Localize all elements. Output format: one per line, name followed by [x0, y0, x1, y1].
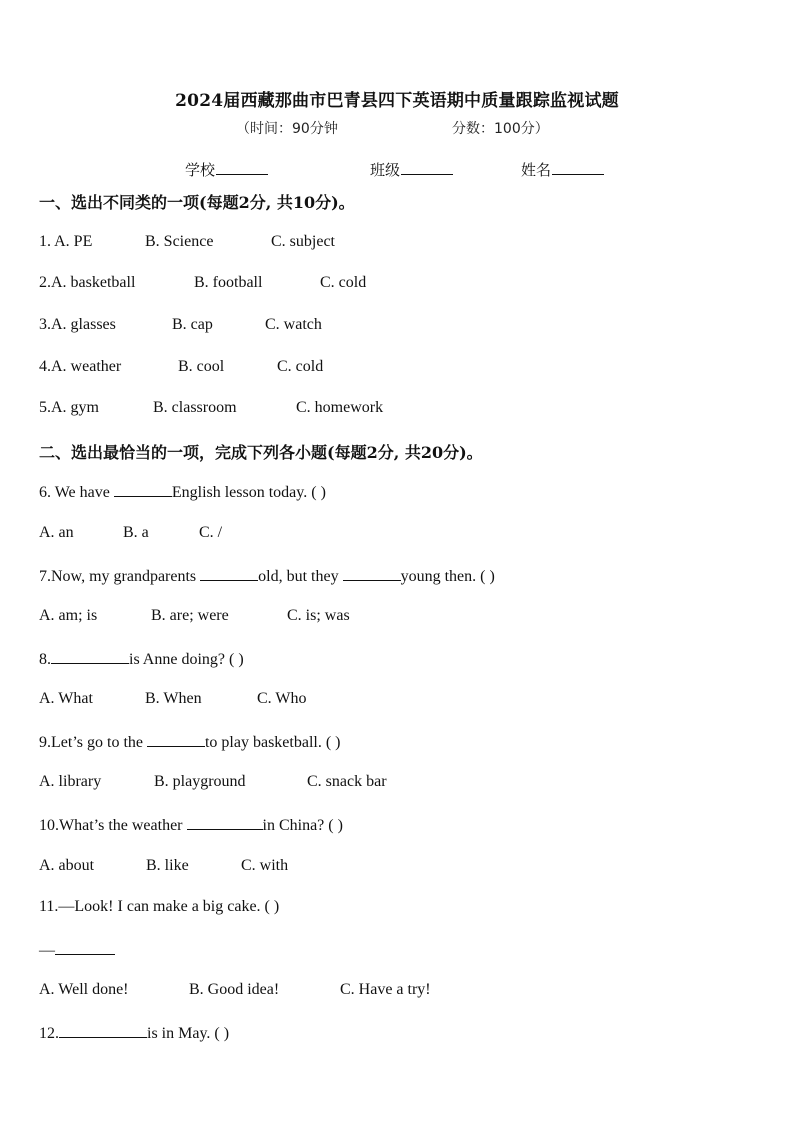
question-7 — [39, 566, 495, 586]
school-field — [185, 159, 268, 180]
q8-option-b: B. When — [145, 690, 202, 707]
class-blank[interactable] — [401, 160, 453, 175]
q9-option-a: A. library — [39, 773, 102, 790]
q9-blank[interactable] — [147, 732, 205, 747]
q4-option-b: B. cool — [178, 358, 225, 375]
q6-text-pre: 6. We have — [39, 484, 114, 501]
name-field — [521, 159, 604, 180]
q6-blank[interactable] — [114, 482, 172, 497]
class-label: 班级 — [370, 161, 401, 179]
q7-option-c: C. is; was — [287, 607, 350, 624]
section2-heading: 二、选出最恰当的一项，完成下列各小题(每题2分, 共20分)。 — [39, 443, 483, 462]
question-9-options — [39, 773, 387, 791]
q10-option-b: B. like — [146, 857, 189, 874]
q12-blank[interactable] — [59, 1023, 147, 1038]
question-4 — [39, 358, 323, 376]
q1-option-a: 1. A. PE — [39, 233, 93, 250]
page-title: 2024届西藏那曲市巴青县四下英语期中质量跟踪监视试题 — [175, 91, 619, 111]
q11-text-pre: 11.—Look! I can make a big cake. ( ) — [39, 898, 280, 915]
q4-option-a: 4.A. weather — [39, 358, 122, 375]
question-6-options — [39, 524, 222, 542]
q7-blank-2[interactable] — [343, 566, 401, 581]
q9-text-post: to play basketball. ( ) — [204, 734, 341, 751]
q7-text-mid: old, but they — [258, 568, 343, 585]
q2-option-b: B. football — [194, 274, 263, 291]
question-11-options — [39, 981, 431, 999]
q2-option-a: 2.A. basketball — [39, 274, 136, 291]
q6-text-post: English lesson today. ( ) — [171, 484, 326, 501]
q5-option-a: 5.A. gym — [39, 399, 99, 416]
q7-text-post: young then. ( ) — [400, 568, 495, 585]
q5-option-b: B. classroom — [153, 399, 237, 416]
school-blank[interactable] — [216, 160, 268, 175]
question-10-options — [39, 857, 288, 875]
q12-text-post: is in May. ( ) — [147, 1025, 230, 1042]
q10-option-c: C. with — [241, 857, 289, 874]
question-8-options — [39, 690, 306, 708]
q7-option-a: A. am; is — [39, 607, 98, 624]
q6-option-b: B. a — [123, 524, 149, 541]
q7-option-b: B. are; were — [151, 607, 229, 624]
q1-option-c: C. subject — [271, 233, 335, 250]
question-8 — [39, 649, 244, 669]
q7-text-pre: 7.Now, my grandparents — [39, 568, 201, 585]
q11-option-a: A. Well done! — [39, 981, 129, 998]
q2-option-c: C. cold — [320, 274, 367, 291]
q8-text-post: is Anne doing? ( ) — [129, 651, 244, 668]
question-11-reply — [39, 940, 115, 960]
question-3 — [39, 316, 322, 334]
q4-option-c: C. cold — [277, 358, 324, 375]
q6-option-c: C. / — [199, 524, 223, 541]
q8-option-c: C. Who — [257, 690, 307, 707]
q5-option-c: C. homework — [296, 399, 384, 416]
q10-option-a: A. about — [39, 857, 95, 874]
q6-option-a: A. an — [39, 524, 74, 541]
q10-text-post: in China? ( ) — [262, 817, 343, 834]
q7-blank-1[interactable] — [200, 566, 258, 581]
q8-option-a: A. What — [39, 690, 93, 707]
exam-score: 分数：100分） — [452, 121, 549, 137]
q3-option-c: C. watch — [265, 316, 322, 333]
question-9 — [39, 732, 341, 752]
class-field — [370, 159, 453, 180]
q3-option-a: 3.A. glasses — [39, 316, 116, 333]
q11-reply-dash: — — [39, 942, 55, 959]
question-10 — [39, 815, 343, 835]
q9-option-c: C. snack bar — [307, 773, 387, 790]
question-2 — [39, 274, 366, 292]
q11-blank[interactable] — [55, 940, 115, 955]
q11-option-c: C. Have a try! — [340, 981, 431, 998]
q9-option-b: B. playground — [154, 773, 246, 790]
q10-text-pre: 10.What’s the weather — [39, 817, 187, 834]
question-11 — [39, 898, 279, 916]
exam-time: （时间：90分钟 — [236, 121, 338, 137]
q10-blank[interactable] — [187, 815, 263, 830]
question-5 — [39, 399, 383, 417]
section1-heading: 一、选出不同类的一项(每题2分, 共10分)。 — [39, 193, 355, 212]
question-12 — [39, 1023, 229, 1043]
school-label: 学校 — [185, 161, 216, 179]
question-7-options — [39, 607, 350, 625]
q8-blank[interactable] — [51, 649, 129, 664]
q12-text-pre: 12. — [39, 1025, 59, 1042]
q1-option-b: B. Science — [145, 233, 214, 250]
q11-option-b: B. Good idea! — [189, 981, 280, 998]
question-6 — [39, 482, 326, 502]
name-blank[interactable] — [552, 160, 604, 175]
question-1 — [39, 233, 335, 251]
q3-option-b: B. cap — [172, 316, 213, 333]
q9-text-pre: 9.Let’s go to the — [39, 734, 147, 751]
name-label: 姓名 — [521, 161, 552, 179]
q8-text-pre: 8. — [39, 651, 51, 668]
